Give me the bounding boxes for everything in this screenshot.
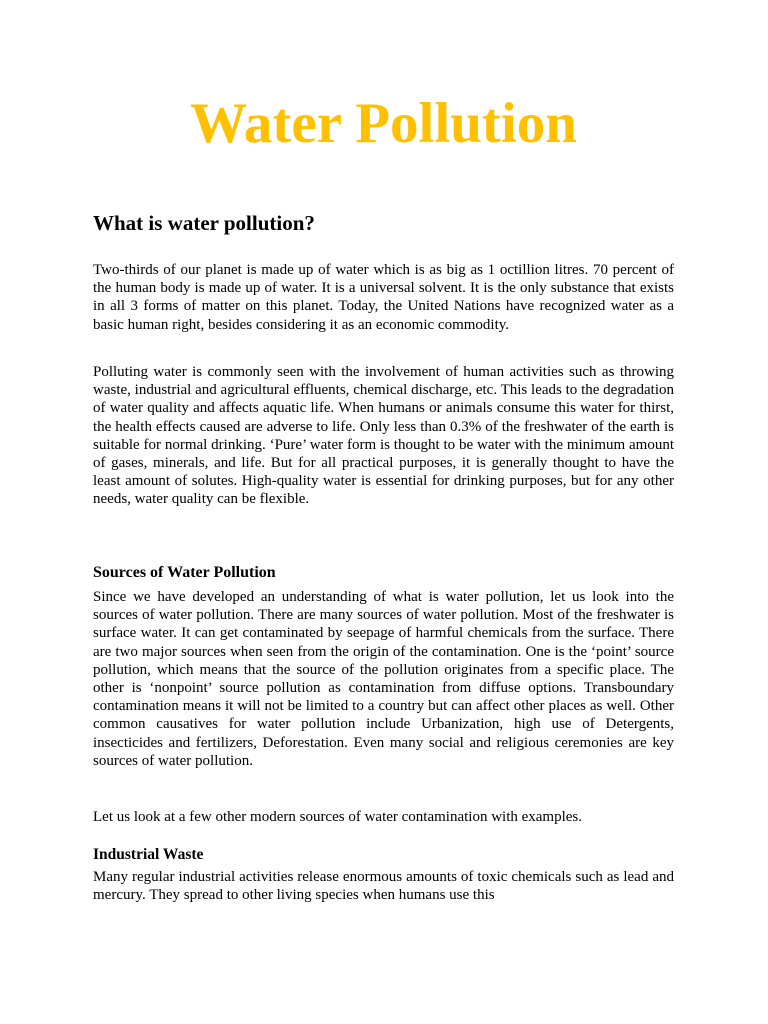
section-heading-industrial-waste: Industrial Waste	[93, 846, 204, 863]
examples-intro-paragraph: Let us look at a few other modern sources of water contamination with examples.	[93, 809, 583, 825]
section-heading-sources: Sources of Water Pollution	[93, 564, 276, 581]
document-title: Water Pollution	[190, 92, 577, 155]
section-heading-what-is-water-pollution: What is water pollution?	[93, 211, 315, 235]
sources-paragraph: Since we have developed an understanding of what is water pollution, let us look into the sources of water pollution. There are many sources of water pollution. Most of the freshwater is surface water. It can get contaminated by seepage of harmful chemicals from the surface. There are two major sources when seen from the origin of the contamination. One is the ‘point’ source pollution, which means that the source of the pollution originates from a specific place. The other is ‘nonpoint’ source pollution as contamination from diffuse options. Transboundary contamination means it will not be limited to a country but can affect other places as well. Other common causatives for water pollution include Urbanization, high use of Detergents, insecticides and fertilizers, Deforestation. Even many social and religious ceremonies are key sources of water pollution.	[93, 589, 674, 769]
intro-paragraph-2: Polluting water is commonly seen with the involvement of human activities such as throwing waste, industrial and agricultural effluents, chemical discharge, etc. This leads to the degradation of water quality and affects aquatic life. When humans or animals consume this water for thirst, the health effects caused are adverse to life. Only less than 0.3% of the freshwater of the earth is suitable for normal drinking. ‘Pure’ water form is thought to be water with the minimum amount of gases, minerals, and life. But for all practical purposes, it is generally thought to have the least amount of solutes. High-quality water is essential for drinking purposes, but for any other needs, water quality can be flexible.	[93, 364, 674, 508]
document-page	[93, 0, 674, 1024]
intro-paragraph-1: Two-thirds of our planet is made up of water which is as big as 1 octillion litres. 70 percent of the human body is made up of water. It is a universal solvent. It is the only substance that exists in all 3 forms of matter on this planet. Today, the United Nations have recognized water as a basic human right, besides considering it as an economic commodity.	[93, 262, 674, 333]
industrial-waste-paragraph: Many regular industrial activities release enormous amounts of toxic chemicals such as lead and mercury. They spread to other living species when humans use this	[93, 869, 674, 904]
